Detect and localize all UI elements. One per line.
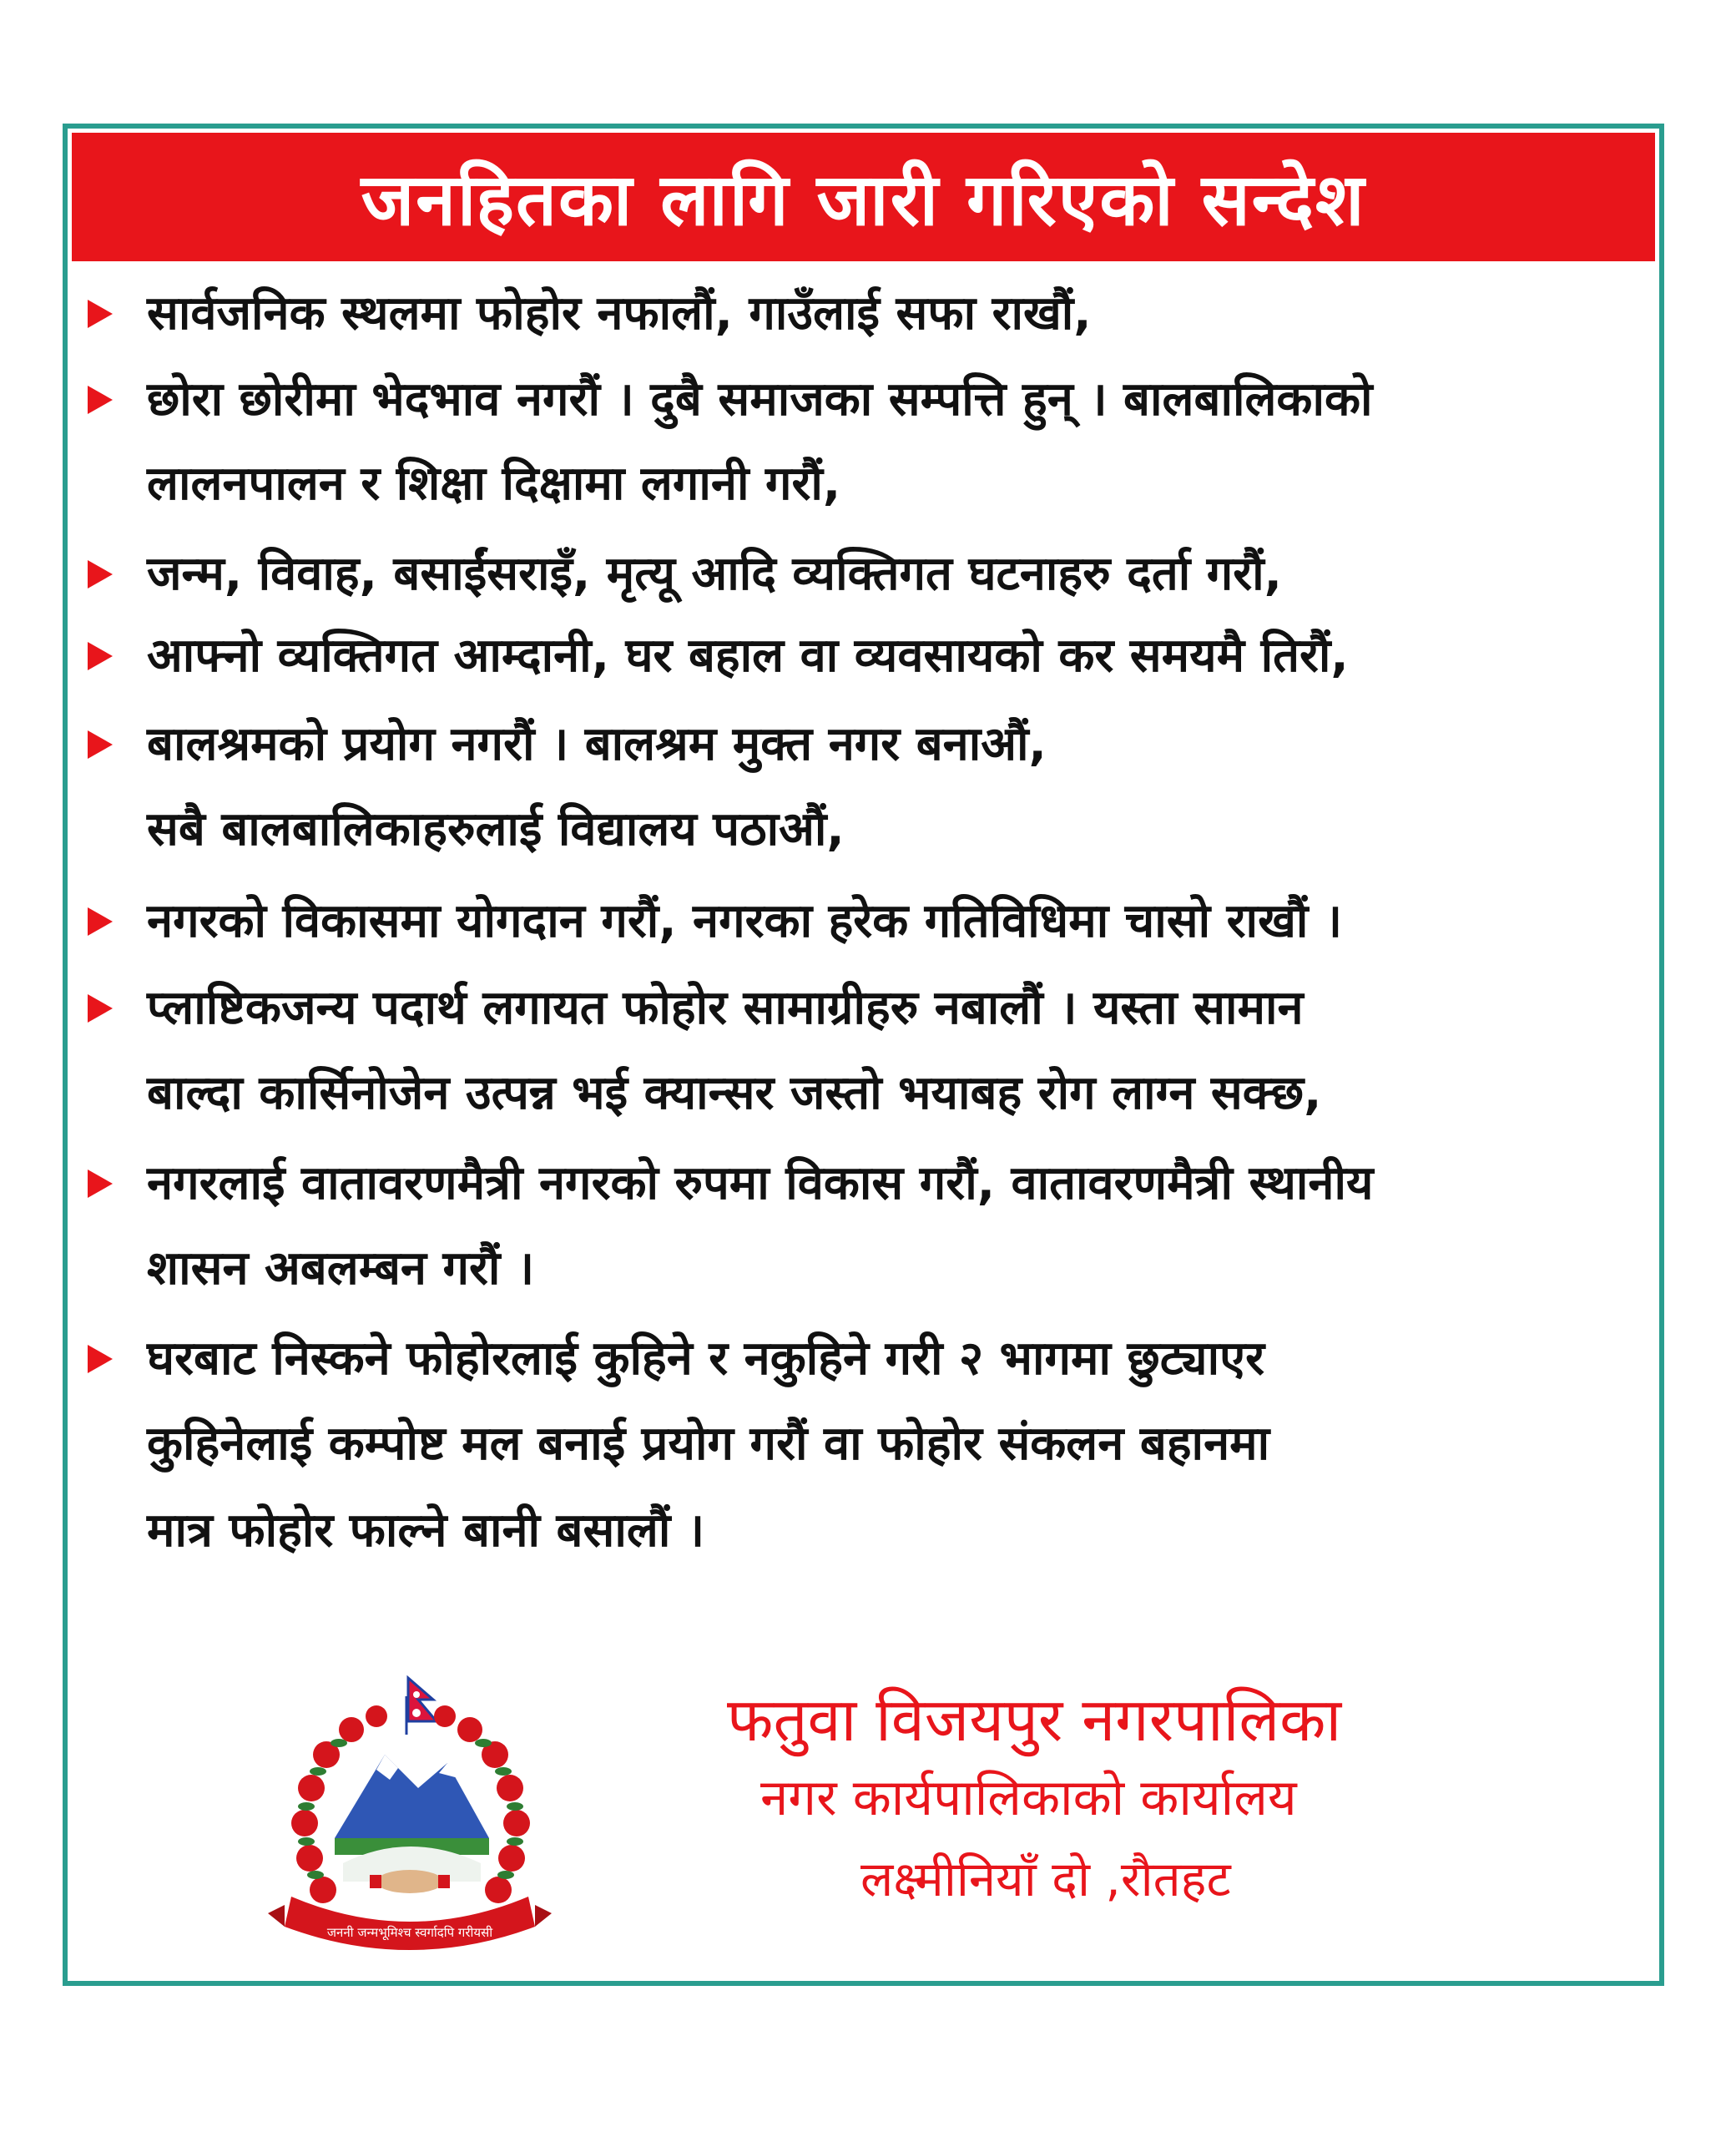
bullet-arrow-icon [88,642,113,670]
office-address: लक्ष्मीनियाँ दो ,रौतहट [860,1851,1231,1907]
bullet-arrow-icon [88,1170,113,1198]
message-text-line: शासन अबलम्बन गरौं । [147,1241,535,1296]
ribbon-icon [268,1897,552,1950]
message-text-line: नगरको विकासमा योगदान गरौं, नगरका हरेक गतिविधिमा चासो राखौं । [147,894,1343,948]
bullet-arrow-icon [88,386,113,414]
office-name: नगर कार्यपालिकाको कार्यालय [760,1769,1297,1827]
municipality-name: फतुवा विजयपुर नगरपालिका [727,1685,1342,1755]
message-text-line: नगरलाई वातावरणमैत्री नगरको रुपमा विकास गरौं, वातावरणमैत्री स्थानीय [147,1156,1374,1210]
message-text-line: छोरा छोरीमा भेदभाव नगरौं । दुबै समाजका सम्पत्ति हुन् । बालबालिकाको [147,372,1373,427]
message-text-line: सबै बालबालिकाहरुलाई विद्यालय पठाऔं, [147,802,845,856]
mountain-icon [335,1755,489,1882]
bullet-arrow-icon [88,560,113,589]
message-text-line: घरबाट निस्कने फोहोरलाई कुहिने र नकुहिने गरी २ भागमा छुट्याएर [147,1331,1264,1386]
message-text-line: प्लाष्टिकजन्य पदार्थ लगायत फोहोर सामाग्रीहरु नबालौं । यस्ता सामान [147,981,1304,1035]
message-text-line: मात्र फोहोर फाल्ने बानी बसालौं । [147,1503,705,1558]
message-text-line: आफ्नो व्यक्तिगत आम्दानी, घर बहाल वा व्यवसायको कर समयमै तिरौं, [147,629,1349,683]
message-text-line: जन्म, विवाह, बसाईंसराइँ, मृत्यू आदि व्यक्तिगत घटनाहरु दर्ता गरौं, [147,547,1282,601]
message-text-line: लालनपालन र शिक्षा दिक्षामा लगानी गरौं, [147,457,841,511]
message-text-line: कुहिनेलाई कम्पोष्ट मल बनाई प्रयोग गरौं वा फोहोर संकलन बहानमा [147,1417,1270,1471]
message-text-line: सार्वजनिक स्थलमा फोहोर नफालौं, गाउँलाई सफा राखौं, [147,286,1092,341]
message-text-line: बाल्दा कार्सिनोजेन उत्पन्न भई क्यान्सर जस्तो भयाबह रोग लाग्न सक्छ, [147,1066,1322,1120]
message-text-line: बालश्रमको प्रयोग नगरौं । बालश्रम मुक्त नगर बनाऔं, [147,717,1047,771]
bullet-arrow-icon [88,1345,113,1373]
notice-frame [63,124,1664,1986]
svg-text:जननी जन्मभूमिश्च स्वर्गादपि गर: जननी जन्मभूमिश्च स्वर्गादपि गरीयसी [326,1925,493,1940]
bullet-arrow-icon [88,994,113,1023]
nepal-emblem-icon [251,1663,568,1980]
banner-title: जनहितका लागि जारी गरिएको सन्देश [361,158,1366,242]
bullet-arrow-icon [88,300,113,328]
flag-icon [406,1678,437,1735]
bullet-arrow-icon [88,907,113,936]
bullet-arrow-icon [88,730,113,759]
